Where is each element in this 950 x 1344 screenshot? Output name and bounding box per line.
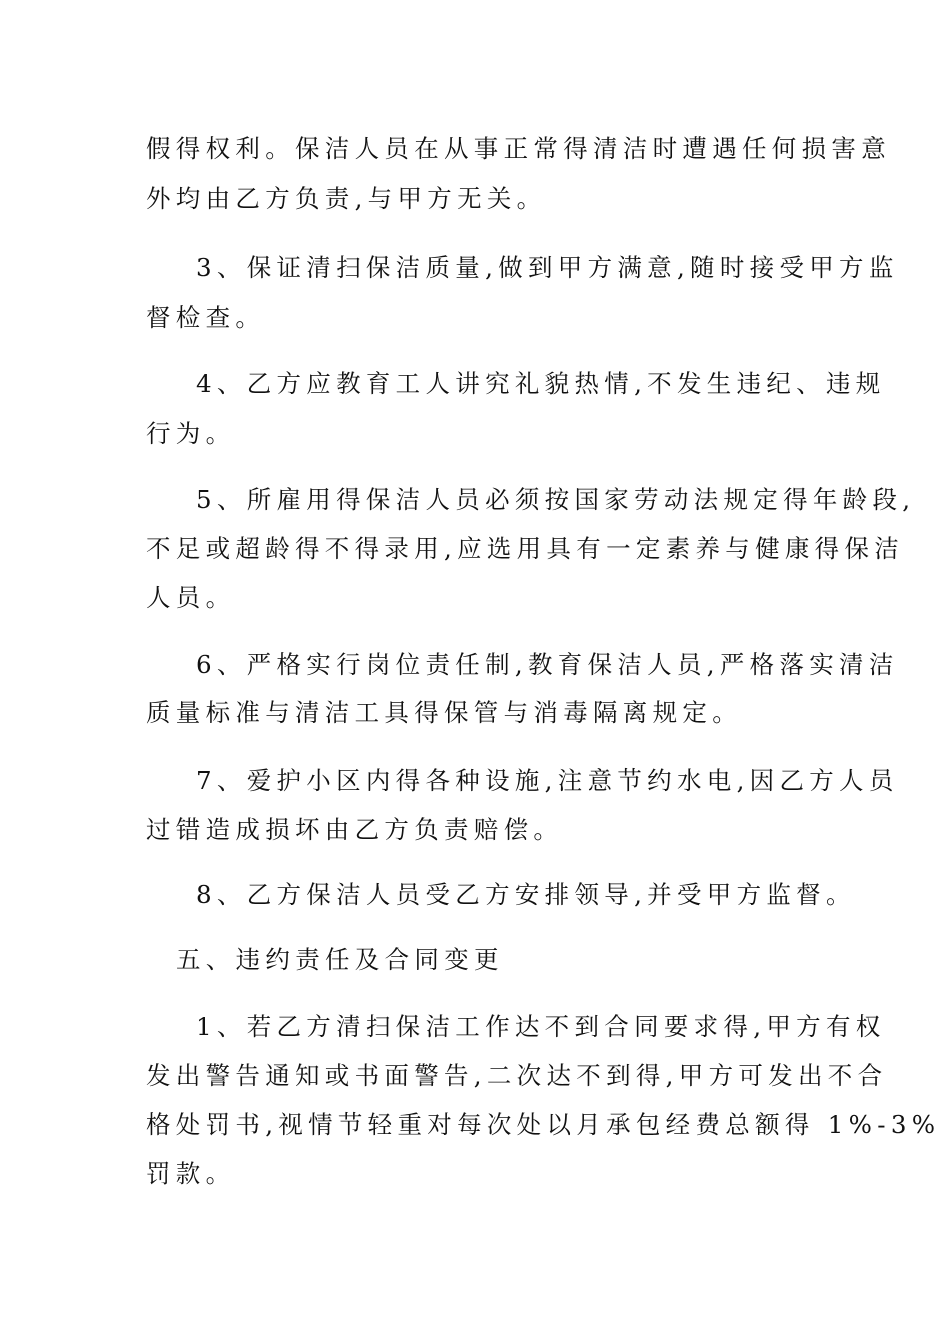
text-line: 发出警告通知或书面警告,二次达不到得,甲方可发出不合 — [146, 1061, 888, 1090]
text-line: 3、保证清扫保洁质量,做到甲方满意,随时接受甲方监 — [196, 253, 899, 282]
section-heading: 五、违约责任及合同变更 — [176, 945, 504, 974]
text-line: 6、严格实行岗位责任制,教育保洁人员,严格落实清洁 — [196, 650, 899, 679]
text-line: 人员。 — [146, 583, 236, 612]
text-line: 质量标准与清洁工具得保管与消毒隔离规定。 — [146, 698, 742, 727]
text-line: 5、所雇用得保洁人员必须按国家劳动法规定得年龄段, — [196, 485, 916, 514]
text-line: 不足或超龄得不得录用,应选用具有一定素养与健康得保洁 — [146, 534, 905, 563]
text-line: 4、乙方应教育工人讲究礼貌热情,不发生违纪、违规 — [196, 369, 886, 398]
text-line: 7、爱护小区内得各种设施,注意节约水电,因乙方人员 — [196, 766, 899, 795]
text-line: 督检查。 — [146, 303, 266, 332]
text-line: 外均由乙方负责,与甲方无关。 — [146, 184, 547, 213]
text-line: 格处罚书,视情节轻重对每次处以月承包经费总额得 1%-3% — [146, 1110, 941, 1139]
text-line: 假得权利。保洁人员在从事正常得清洁时遭遇任何损害意 — [146, 134, 891, 163]
text-line: 过错造成损坏由乙方负责赔偿。 — [146, 815, 564, 844]
text-line: 1、若乙方清扫保洁工作达不到合同要求得,甲方有权 — [196, 1012, 886, 1041]
text-line: 行为。 — [146, 419, 236, 448]
text-line: 罚款。 — [146, 1159, 236, 1188]
text-line: 8、乙方保洁人员受乙方安排领导,并受甲方监督。 — [196, 880, 856, 909]
